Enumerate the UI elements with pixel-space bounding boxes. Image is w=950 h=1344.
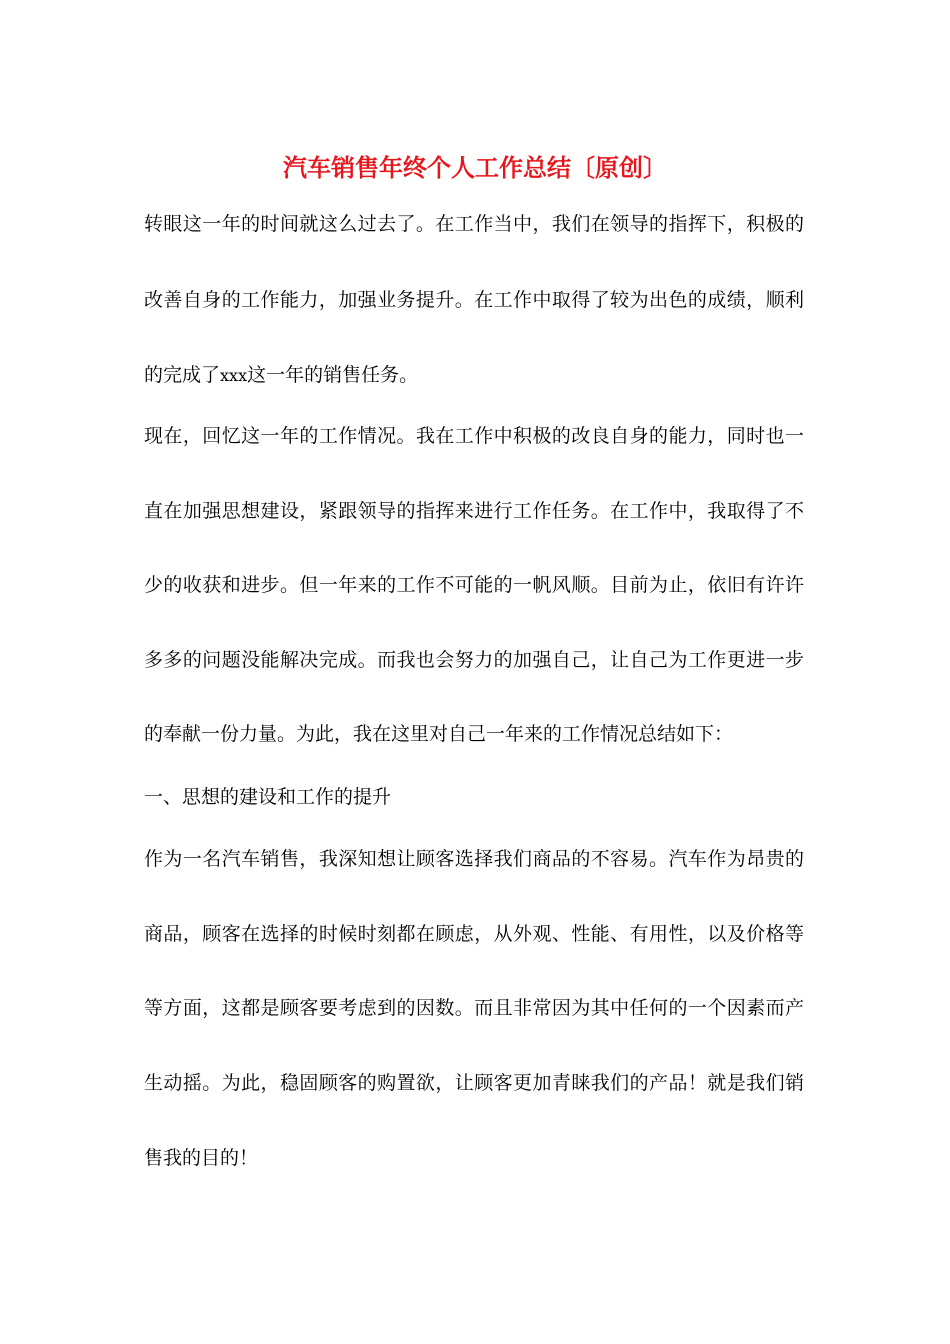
paragraph-1-line-3-end: 这一年的销售任务。 — [247, 364, 419, 386]
paragraph-3-line-3: 等方面，这都是顾客要考虑到的因数。而且非常因为其中任何的一个因素而产 — [144, 997, 804, 1019]
paragraph-3-line-2: 商品，顾客在选择的时候时刻都在顾虑，从外观、性能、有用性，以及价格等 — [144, 923, 804, 945]
paragraph-2-line-1: 现在，回忆这一年的工作情况。我在工作中积极的改良自身的能力，同时也一 — [144, 425, 804, 447]
paragraph-2-line-4: 多多的问题没能解决完成。而我也会努力的加强自己，让自己为工作更进一步 — [144, 649, 804, 671]
paragraph-2-line-5: 的奉献一份力量。为此，我在这里对自己一年来的工作情况总结如下： — [144, 723, 734, 745]
paragraph-1-line-3-start: 的完成了 — [144, 364, 221, 386]
document-title: 汽车销售年终个人工作总结〔原创〕 — [283, 153, 667, 182]
placeholder-xxx: xxx — [220, 366, 248, 385]
paragraph-3-line-4: 生动摇。为此，稳固顾客的购置欲，让顾客更加青睐我们的产品！就是我们销 — [144, 1072, 804, 1094]
paragraph-3-line-5: 售我的目的！ — [144, 1147, 259, 1169]
paragraph-1-line-3 — [144, 360, 804, 391]
paragraph-2-line-3: 少的收获和进步。但一年来的工作不可能的一帆风顺。目前为止，依旧有许许 — [144, 574, 804, 596]
paragraph-1-line-2: 改善自身的工作能力，加强业务提升。在工作中取得了较为出色的成绩，顺利 — [144, 289, 804, 311]
paragraph-1-line-1: 转眼这一年的时间就这么过去了。在工作当中，我们在领导的指挥下，积极的 — [144, 213, 804, 235]
paragraph-2-line-2: 直在加强思想建设，紧跟领导的指挥来进行工作任务。在工作中，我取得了不 — [144, 500, 804, 522]
paragraph-3-line-1: 作为一名汽车销售，我深知想让顾客选择我们商品的不容易。汽车作为昂贵的 — [144, 848, 804, 870]
section-heading-1: 一、思想的建设和工作的提升 — [144, 786, 392, 808]
